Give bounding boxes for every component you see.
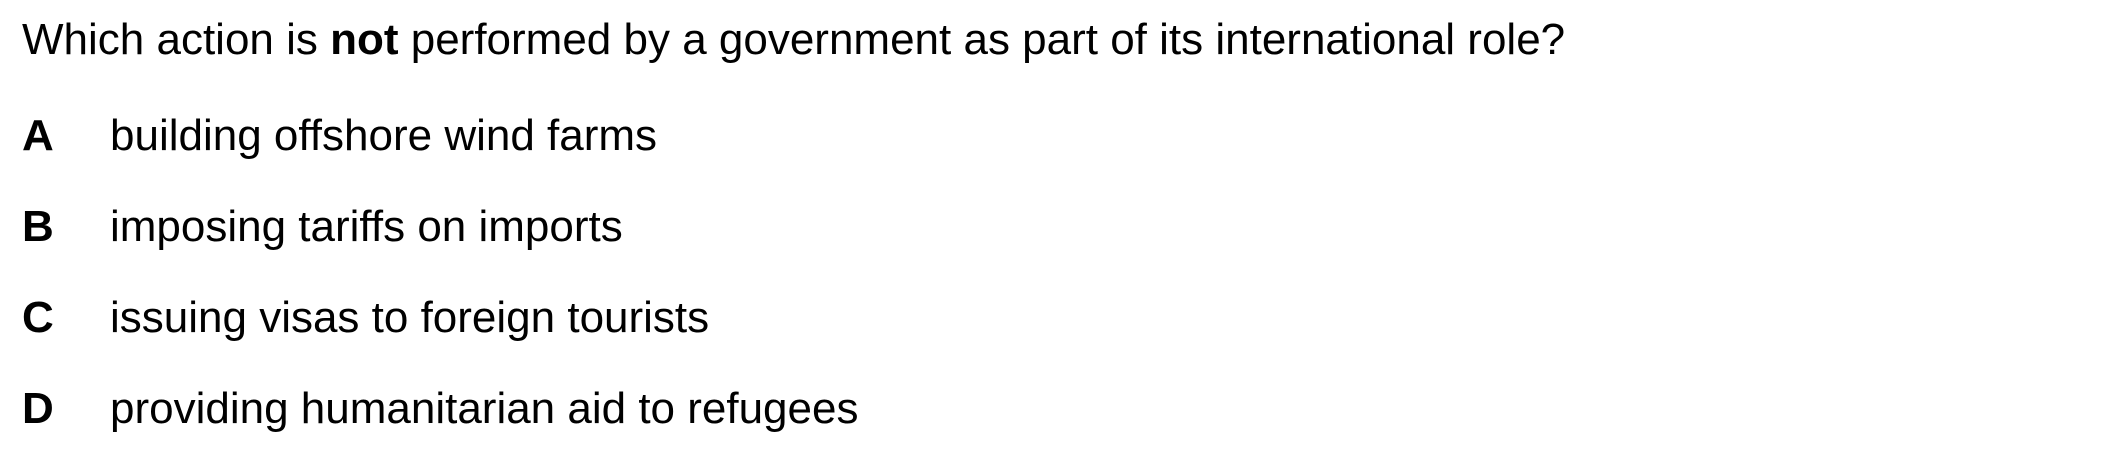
option-d[interactable] [22, 383, 858, 474]
option-text: providing humanitarian aid to refugees [110, 384, 859, 433]
question-emphasis: not [330, 15, 399, 64]
option-letter: C [22, 293, 54, 342]
option-b[interactable] [22, 201, 858, 292]
option-text: imposing tariffs on imports [110, 202, 623, 251]
option-a[interactable] [22, 110, 858, 201]
answer-options [22, 110, 858, 474]
option-c[interactable] [22, 292, 858, 383]
option-letter: D [22, 384, 54, 433]
option-text: building offshore wind farms [110, 111, 658, 160]
question-text [22, 14, 1565, 66]
option-letter: B [22, 202, 54, 251]
question-text-start: Which action is [22, 15, 331, 64]
option-text: issuing visas to foreign tourists [110, 293, 710, 342]
option-letter: A [22, 111, 54, 160]
question-text-end: performed by a government as part of its international role? [398, 15, 1566, 64]
